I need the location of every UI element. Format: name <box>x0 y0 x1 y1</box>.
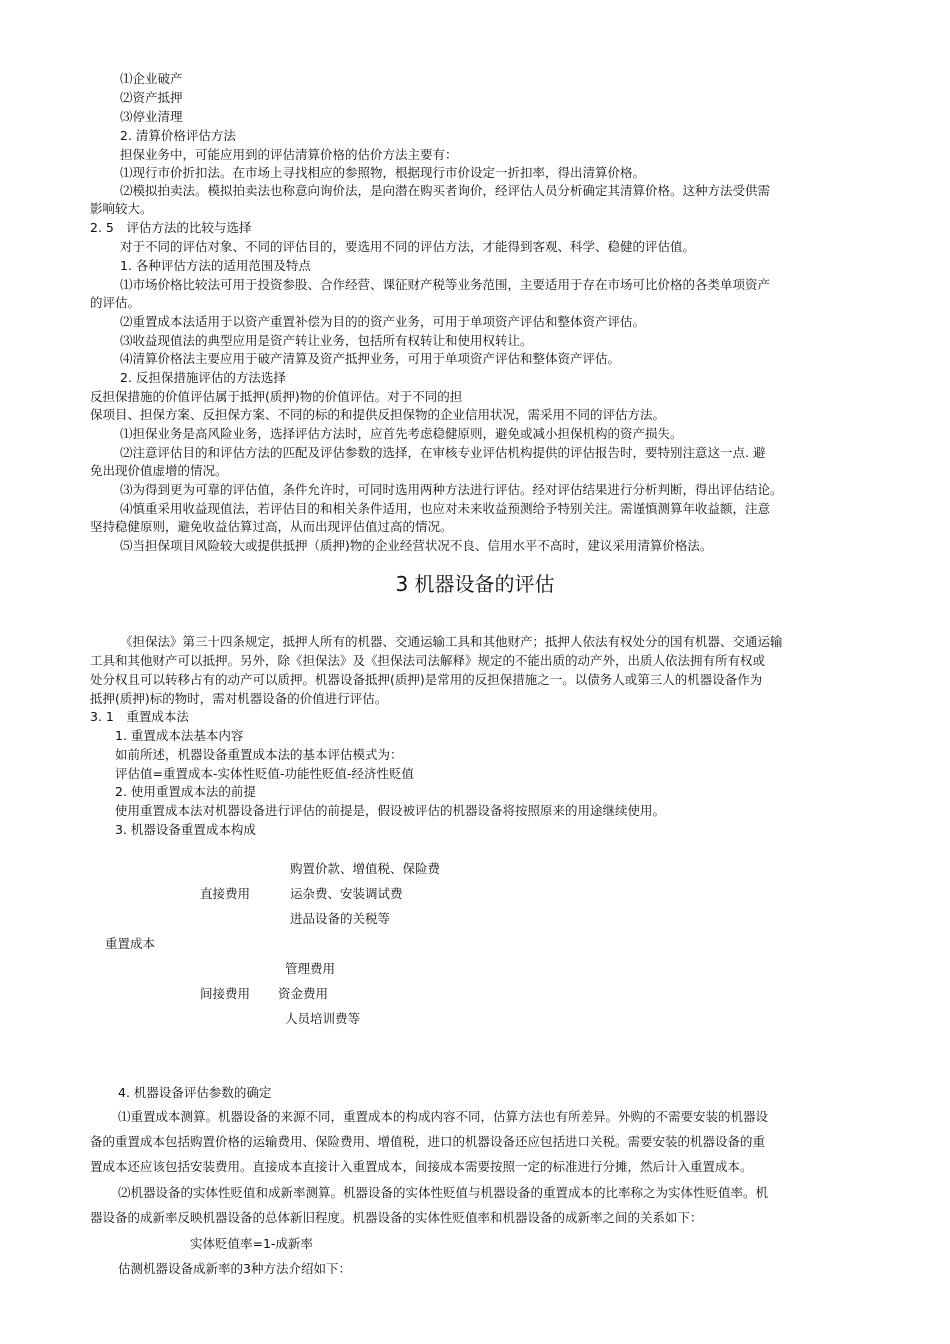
text-line: 担保业务中，可能应用到的评估清算价格的估价方法主要有： <box>120 147 458 162</box>
text-line: ⑶为得到更为可靠的评估值，条件允许时，可同时选用两种方法进行评估。经对评估结果进行分析判断，得出评估结论。 <box>120 482 783 497</box>
text-line: 器设备的成新率反映机器设备的总体新旧程度。机器设备的实体性贬值率和机器设备的成新率之间的关系如下： <box>90 1210 703 1225</box>
text-line: 使用重置成本法对机器设备进行评估的前提是，假设被评估的机器设备将按照原来的用途继续使用。 <box>115 803 666 818</box>
text-line: 置成本还应该包括安装费用。直接成本直接计入重置成本，间接成本需要按照一定的标准进行分摊，然后计入重置成本。 <box>90 1159 753 1174</box>
text-line: ⑷慎重采用收益现值法，若评估目的和相关条件适用，也应对未来收益预测给予特别关注。需谨慎测算年收益额，注意 <box>120 501 771 516</box>
diagram-item: 人员培训费等 <box>285 1011 361 1026</box>
text-line: 《担保法》第三十四条规定，抵押人所有的机器、交通运输工具和其他财产；抵押人依法有权处分的国有机器、交通运输 <box>120 634 783 649</box>
text-line: 反担保措施的价值评估属于抵押(质押)物的价值评估。对于不同的担 <box>90 389 463 404</box>
text-line: 坚持稳健原则，避免收益估算过高，从而出现评估值过高的情况。 <box>90 519 453 534</box>
text-line: ⑷清算价格法主要应用于破产清算及资产抵押业务，可用于单项资产评估和整体资产评估。 <box>120 351 621 366</box>
text-line: 保项目、担保方案、反担保方案、不同的标的和提供反担保物的企业信用状况，需采用不同的评估方法。 <box>90 407 666 422</box>
section-subheading: 2. 清算价格评估方法 <box>120 128 236 143</box>
text-line: ⑶停业清理 <box>120 109 183 124</box>
text-line: 工具和其他财产可以抵押。另外，除《担保法》及《担保法司法解释》规定的不能出质的动产外，出质人依法拥有所有权或 <box>90 653 766 668</box>
text-line: ⑴市场价格比较法可用于投资参股、合作经营、课征财产税等业务范围，主要适用于存在市场可比价格的各类单项资产 <box>120 277 771 292</box>
diagram-item: 购置价款、增值税、保险费 <box>290 861 441 876</box>
formula-line: 评估值=重置成本-实体性贬值-功能性贬值-经济性贬值 <box>115 766 415 781</box>
text-line: 抵押(质押)标的物时，需对机器设备的价值进行评估。 <box>90 691 388 706</box>
text-line: 估测机器设备成新率的3种方法介绍如下： <box>118 1261 351 1276</box>
diagram-item: 管理费用 <box>285 961 336 976</box>
section-subheading: 2. 反担保措施评估的方法选择 <box>120 370 286 385</box>
text-line: ⑵重置成本法适用于以资产重置补偿为目的的资产业务，可用于单项资产评估和整体资产评估。 <box>120 314 646 329</box>
text-line: 影响较大。 <box>90 201 153 216</box>
chapter-heading: 3 机器设备的评估 <box>395 572 555 596</box>
section-subheading: 1. 各种评估方法的适用范围及特点 <box>120 258 311 273</box>
formula-line: 实体贬值率=1-成新率 <box>190 1236 313 1251</box>
text-line: 处分权且可以转移占有的动产可以质押。机器设备抵押(质押)是常用的反担保措施之一。以债务人或第三人的机器设备作为 <box>90 672 763 687</box>
text-line: ⑵注意评估目的和评估方法的匹配及评估参数的选择，在审核专业评估机构提供的评估报告时，要特别注意这一点. 避 <box>120 445 766 460</box>
text-line: ⑴现行市价折扣法。在市场上寻找相应的参照物，根据现行市价设定一折扣率，得出清算价格。 <box>120 165 646 180</box>
text-line: 免出现价值虚增的情况。 <box>90 463 228 478</box>
section-subheading: 2. 使用重置成本法的前提 <box>115 784 256 799</box>
text-line: 对于不同的评估对象、不同的评估目的，要选用不同的评估方法，才能得到客观、科学、稳健的评估值。 <box>120 239 696 254</box>
text-line: 备的重置成本包括购置价格的运输费用、保险费用、增值税，进口的机器设备还应包括进口关税。需要安装的机器设备的重 <box>90 1134 766 1149</box>
text-line: ⑵机器设备的实体性贬值和成新率测算。机器设备的实体性贬值与机器设备的重置成本的比率称之为实体性贬值率。机 <box>118 1185 769 1200</box>
section-subheading: 1. 重置成本法基本内容 <box>115 728 244 743</box>
text-line: ⑵模拟拍卖法。模拟拍卖法也称意向询价法，是向潜在购买者询价，经评估人员分析确定其清算价格。这种方法受供需 <box>120 183 771 198</box>
diagram-item: 运杂费、安装调试费 <box>290 886 403 901</box>
text-line: ⑴企业破产 <box>120 71 183 86</box>
text-line: ⑸当担保项目风险较大或提供抵押（质押)物的企业经营状况不良、信用水平不高时，建议采用清算价格法。 <box>120 538 713 553</box>
section-subheading: 4. 机器设备评估参数的确定 <box>118 1085 272 1100</box>
section-subheading: 3. 机器设备重置成本构成 <box>115 822 256 837</box>
diagram-item: 进品设备的关税等 <box>290 911 391 926</box>
text-line: ⑴重置成本测算。机器设备的来源不同，重置成本的构成内容不同，估算方法也有所差异。外购的不需要安装的机器设 <box>118 1109 769 1124</box>
text-line: ⑵资产抵押 <box>120 90 183 105</box>
text-line: ⑴担保业务是高风险业务，选择评估方法时，应首先考虑稳健原则，避免或减小担保机构的资产损失。 <box>120 426 683 441</box>
diagram-category-indirect: 间接费用 <box>200 986 251 1001</box>
section-heading: 2. 5 评估方法的比较与选择 <box>90 220 252 235</box>
diagram-item: 资金费用 <box>278 986 329 1001</box>
text-line: ⑶收益现值法的典型应用是资产转让业务，包括所有权转让和使用权转让。 <box>120 333 533 348</box>
text-line: 的评估。 <box>90 295 141 310</box>
diagram-category-direct: 直接费用 <box>200 886 251 901</box>
diagram-root: 重置成本 <box>105 936 156 951</box>
text-line: 如前所述，机器设备重置成本法的基本评估模式为： <box>115 747 403 762</box>
section-heading: 3. 1 重置成本法 <box>90 709 189 724</box>
